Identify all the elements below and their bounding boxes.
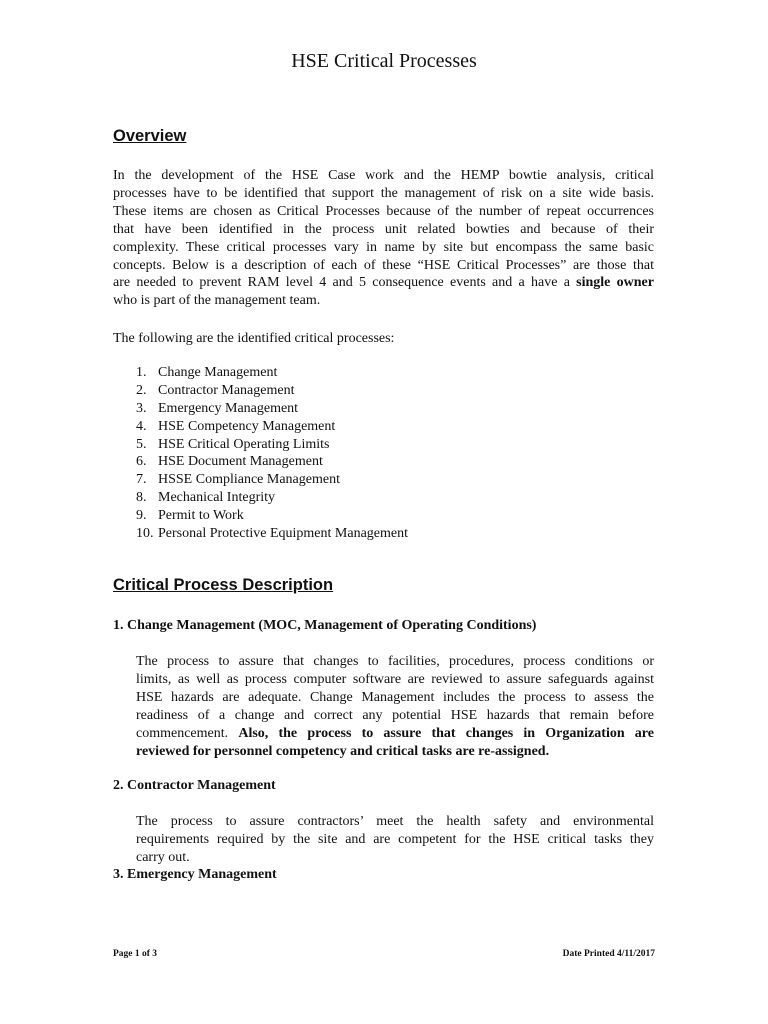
list-item-label: Personal Protective Equipment Management <box>158 526 408 542</box>
paragraph-line-text: commencement. <box>136 725 239 741</box>
overview-line-with-bold <box>113 274 654 292</box>
section-heading-emergency-management: 3. Emergency Management <box>113 867 277 882</box>
list-item <box>136 418 408 436</box>
list-item-label: HSSE Compliance Management <box>158 472 340 488</box>
list-item-number: 6. <box>136 454 147 470</box>
contractor-management-paragraph <box>136 813 654 867</box>
list-item-number: 1. <box>136 365 147 380</box>
list-item-label: Emergency Management <box>158 400 299 416</box>
page-number: Page 1 of 3 <box>113 949 158 959</box>
section-heading-change-management: 1. Change Management (MOC, Management of Operating Conditions) <box>113 618 537 633</box>
overview-line: concepts. Below is a description of each of these “HSE Critical Processes” are those that <box>113 257 654 273</box>
overview-paragraph <box>113 167 654 310</box>
list-item-label: Change Management <box>158 365 278 380</box>
list-item-label: Mechanical Integrity <box>158 490 276 506</box>
list-item <box>136 453 408 471</box>
list-item-number: 3. <box>136 400 147 416</box>
list-item-label: HSE Document Management <box>158 454 323 470</box>
list-item <box>136 525 408 543</box>
overview-line: who is part of the management team. <box>113 293 321 309</box>
list-item-number: 10. <box>136 526 154 542</box>
overview-line: processes have to be identified that support the management of risk on a site wide basis. <box>113 185 654 201</box>
overview-heading: Overview <box>113 127 187 145</box>
list-item <box>136 382 408 400</box>
list-item-label: HSE Critical Operating Limits <box>158 436 330 452</box>
paragraph-line: The process to assure that changes to facilities, procedures, process conditions or <box>136 654 654 669</box>
list-item <box>136 507 408 525</box>
paragraph-line: limits, as well as process computer software are reviewed to assure safeguards against <box>136 671 654 687</box>
list-item <box>136 471 408 489</box>
list-item <box>136 364 408 382</box>
overview-line: complexity. These critical processes vary in name by site but encompass the same basic <box>113 239 654 255</box>
change-management-paragraph <box>136 653 654 760</box>
paragraph-line: requirements required by the site and are competent for the HSE critical tasks they <box>136 831 654 847</box>
paragraph-line: HSE hazards are adequate. Change Management includes the process to assess the <box>136 689 654 705</box>
description-heading: Critical Process Description <box>113 576 334 594</box>
list-intro: The following are the identified critical processes: <box>113 331 395 346</box>
list-item <box>136 436 408 454</box>
list-item-number: 5. <box>136 436 147 452</box>
overview-line: In the development of the HSE Case work and the HEMP bowtie analysis, critical <box>113 168 654 183</box>
document-title: HSE Critical Processes <box>291 50 477 72</box>
list-item-label: HSE Competency Management <box>158 418 336 434</box>
list-item <box>136 489 408 507</box>
paragraph-line: The process to assure contractors’ meet the health safety and environmental <box>136 814 654 829</box>
list-item-number: 8. <box>136 490 147 506</box>
overview-line: These items are chosen as Critical Processes because of the number of repeat occurrences <box>113 203 654 219</box>
bold-emphasis: Also, the process to assure that changes in Organization are <box>238 725 654 741</box>
bold-emphasis: reviewed for personnel competency and critical tasks are re-assigned. <box>136 743 550 759</box>
list-item-number: 9. <box>136 508 147 524</box>
paragraph-line: carry out. <box>136 849 190 865</box>
list-item-number: 7. <box>136 472 147 488</box>
paragraph-line-with-bold <box>136 725 654 743</box>
list-item <box>136 400 408 418</box>
overview-line-text: are needed to prevent RAM level 4 and 5 consequence events and a have a <box>113 275 577 291</box>
paragraph-line: readiness of a change and correct any potential HSE hazards that remain before <box>136 707 654 723</box>
list-item-label: Contractor Management <box>158 382 295 398</box>
date-printed: Date Printed 4/11/2017 <box>562 949 655 959</box>
critical-process-list <box>136 364 408 543</box>
single-owner-term: single owner <box>576 275 654 291</box>
list-item-number: 4. <box>136 418 147 434</box>
list-item-number: 2. <box>136 382 147 398</box>
section-heading-contractor-management: 2. Contractor Management <box>113 778 276 793</box>
overview-line: that have been identified in the process unit related bowties and because of their <box>113 221 654 237</box>
bold-emphasis-line <box>136 743 654 761</box>
list-item-label: Permit to Work <box>158 508 244 524</box>
